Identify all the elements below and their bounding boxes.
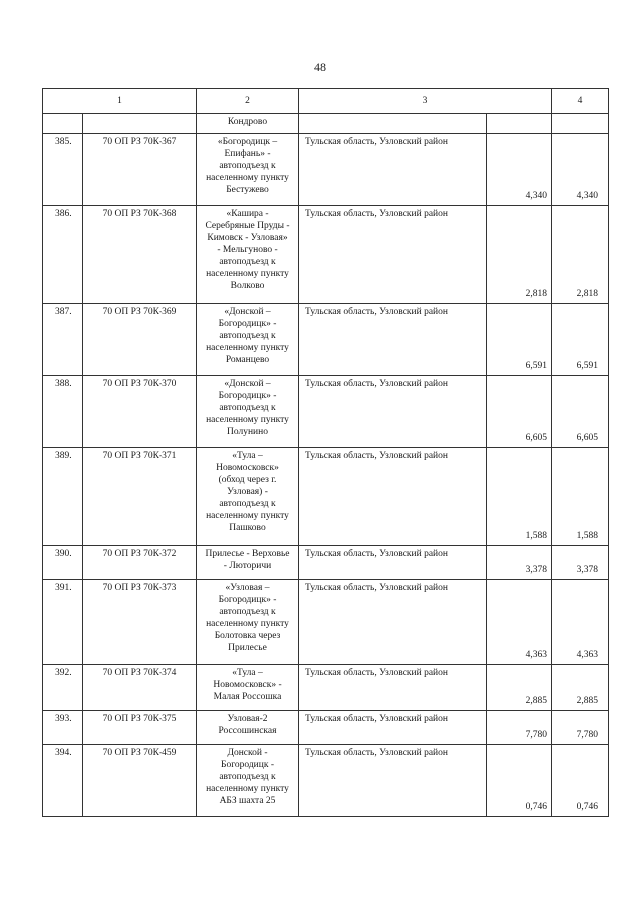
- road-location: Тульская область, Узловский район: [299, 580, 487, 665]
- road-length-total: 2,818: [552, 206, 609, 304]
- road-name-line: Богородицк» -: [218, 319, 277, 329]
- road-location: Тульская область, Узловский район: [299, 304, 487, 376]
- road-name-line: автоподъезд к: [219, 499, 276, 509]
- road-length-total: 2,885: [552, 665, 609, 711]
- road-length: 4,363: [487, 580, 552, 665]
- road-length-total: 6,591: [552, 304, 609, 376]
- road-name-line: «Донской –: [224, 307, 271, 317]
- row-number: 390.: [43, 546, 83, 580]
- road-name-line: Богородицк -: [221, 760, 274, 770]
- road-code: 70 ОП РЗ 70К-375: [83, 711, 197, 745]
- road-name-line: «Тула –: [232, 668, 263, 678]
- table-row: [43, 304, 609, 376]
- road-name-line: Новомосковск»: [216, 463, 279, 473]
- road-length-total: 7,780: [552, 711, 609, 745]
- road-length: 2,885: [487, 665, 552, 711]
- road-length-total: 6,605: [552, 376, 609, 448]
- row-number: 393.: [43, 711, 83, 745]
- road-name-line: населенному пункту: [206, 784, 289, 794]
- road-length: 7,780: [487, 711, 552, 745]
- road-name-line: населенному пункту: [206, 619, 289, 629]
- road-name: [197, 665, 299, 711]
- road-name: [197, 546, 299, 580]
- road-name-line: населенному пункту: [206, 343, 289, 353]
- row-number: 387.: [43, 304, 83, 376]
- header-row: [43, 89, 609, 114]
- road-name-line: автоподъезд к: [219, 331, 276, 341]
- road-location: Тульская область, Узловский район: [299, 711, 487, 745]
- continued-num-cell: [43, 114, 83, 134]
- road-name-line: Прилесье: [228, 643, 267, 653]
- road-location: Тульская область, Узловский район: [299, 376, 487, 448]
- road-name-line: АБЗ шахта 25: [219, 796, 276, 806]
- table-row: [43, 711, 609, 745]
- road-code: 70 ОП РЗ 70К-370: [83, 376, 197, 448]
- road-name: [197, 580, 299, 665]
- road-name: [197, 134, 299, 206]
- road-length: 6,591: [487, 304, 552, 376]
- road-name-line: Малая Россошка: [213, 692, 282, 702]
- continued-name-cell: Кондрово: [197, 114, 299, 134]
- road-name-line: Серебряные Пруды -: [205, 221, 290, 231]
- road-code: 70 ОП РЗ 70К-368: [83, 206, 197, 304]
- table-row: [43, 745, 609, 817]
- road-name-line: Епифань» -: [224, 149, 271, 159]
- row-number: 389.: [43, 448, 83, 546]
- road-name-line: автоподъезд к: [219, 403, 276, 413]
- row-number: 391.: [43, 580, 83, 665]
- road-code: 70 ОП РЗ 70К-374: [83, 665, 197, 711]
- table-row: [43, 206, 609, 304]
- road-length-total: 3,378: [552, 546, 609, 580]
- road-name: [197, 745, 299, 817]
- road-length: 1,588: [487, 448, 552, 546]
- road-name-line: Прилесье - Верховье: [205, 549, 290, 559]
- road-name-line: «Узловая –: [225, 583, 270, 593]
- road-location: Тульская область, Узловский район: [299, 665, 487, 711]
- road-code: 70 ОП РЗ 70К-367: [83, 134, 197, 206]
- road-name-line: - Мельгуново -: [217, 245, 278, 255]
- row-number: 388.: [43, 376, 83, 448]
- road-name: [197, 376, 299, 448]
- road-location: Тульская область, Узловский район: [299, 206, 487, 304]
- road-name-line: автоподъезд к: [219, 161, 276, 171]
- road-name-line: «Кашира -: [226, 209, 269, 219]
- road-name-line: Узловая-2: [227, 714, 268, 724]
- road-name-line: «Богородицк –: [217, 137, 278, 147]
- road-name: [197, 206, 299, 304]
- row-number: 386.: [43, 206, 83, 304]
- roads-table: [42, 88, 609, 817]
- table-row: [43, 448, 609, 546]
- continued-location-cell: [299, 114, 487, 134]
- road-location: Тульская область, Узловский район: [299, 546, 487, 580]
- page-number: 48: [314, 60, 326, 74]
- road-location: Тульская область, Узловский район: [299, 745, 487, 817]
- table-row: [43, 580, 609, 665]
- road-name-line: Пашково: [229, 523, 266, 533]
- continued-total-cell: [552, 114, 609, 134]
- road-location: Тульская область, Узловский район: [299, 448, 487, 546]
- road-code: 70 ОП РЗ 70К-369: [83, 304, 197, 376]
- road-length: 3,378: [487, 546, 552, 580]
- road-name-line: - Люторичи: [223, 561, 272, 571]
- road-location: Тульская область, Узловский район: [299, 134, 487, 206]
- road-length: 0,746: [487, 745, 552, 817]
- road-name-line: Полунино: [227, 427, 268, 437]
- header-col-1: 1: [43, 89, 197, 114]
- road-name-line: «Тула –: [232, 451, 263, 461]
- road-length: 2,818: [487, 206, 552, 304]
- road-name-line: Бестужево: [226, 185, 269, 195]
- road-name: [197, 304, 299, 376]
- road-length-total: 4,363: [552, 580, 609, 665]
- road-name-line: «Донской –: [224, 379, 271, 389]
- table-row: [43, 665, 609, 711]
- table-row: [43, 546, 609, 580]
- road-length: 6,605: [487, 376, 552, 448]
- road-name-line: (обход через г.: [218, 475, 277, 485]
- road-name-line: автоподъезд к: [219, 607, 276, 617]
- road-name-line: Новомосковск» -: [213, 680, 282, 690]
- header-col-3: 3: [299, 89, 552, 114]
- road-name-line: автоподъезд к: [219, 772, 276, 782]
- road-code: 70 ОП РЗ 70К-372: [83, 546, 197, 580]
- road-name-line: Богородицк» -: [218, 595, 277, 605]
- road-name-line: Волково: [230, 281, 265, 291]
- row-number: 392.: [43, 665, 83, 711]
- road-name-line: населенному пункту: [206, 269, 289, 279]
- road-name-line: Узловая) -: [227, 487, 268, 497]
- road-name-line: Донской -: [227, 748, 268, 758]
- road-length: 4,340: [487, 134, 552, 206]
- header-col-2: 2: [197, 89, 299, 114]
- road-name-line: населенному пункту: [206, 173, 289, 183]
- road-code: 70 ОП РЗ 70К-459: [83, 745, 197, 817]
- road-code: 70 ОП РЗ 70К-371: [83, 448, 197, 546]
- road-name-line: Богородицк» -: [218, 391, 277, 401]
- road-name: [197, 711, 299, 745]
- road-name-line: Россошинская: [218, 726, 277, 736]
- road-length-total: 0,746: [552, 745, 609, 817]
- header-col-4: 4: [552, 89, 609, 114]
- road-code: 70 ОП РЗ 70К-373: [83, 580, 197, 665]
- continued-row: [43, 114, 609, 134]
- road-name-line: населенному пункту: [206, 511, 289, 521]
- road-length-total: 1,588: [552, 448, 609, 546]
- road-name-line: Болотовка через: [214, 631, 281, 641]
- continued-code-cell: [83, 114, 197, 134]
- row-number: 394.: [43, 745, 83, 817]
- road-name-line: Романцево: [225, 355, 270, 365]
- road-name: [197, 448, 299, 546]
- row-number: 385.: [43, 134, 83, 206]
- road-name-line: автоподъезд к: [219, 257, 276, 267]
- road-name-line: Кимовск - Узловая»: [207, 233, 288, 243]
- continued-length-cell: [487, 114, 552, 134]
- table-row: [43, 134, 609, 206]
- table-row: [43, 376, 609, 448]
- road-name-line: населенному пункту: [206, 415, 289, 425]
- road-length-total: 4,340: [552, 134, 609, 206]
